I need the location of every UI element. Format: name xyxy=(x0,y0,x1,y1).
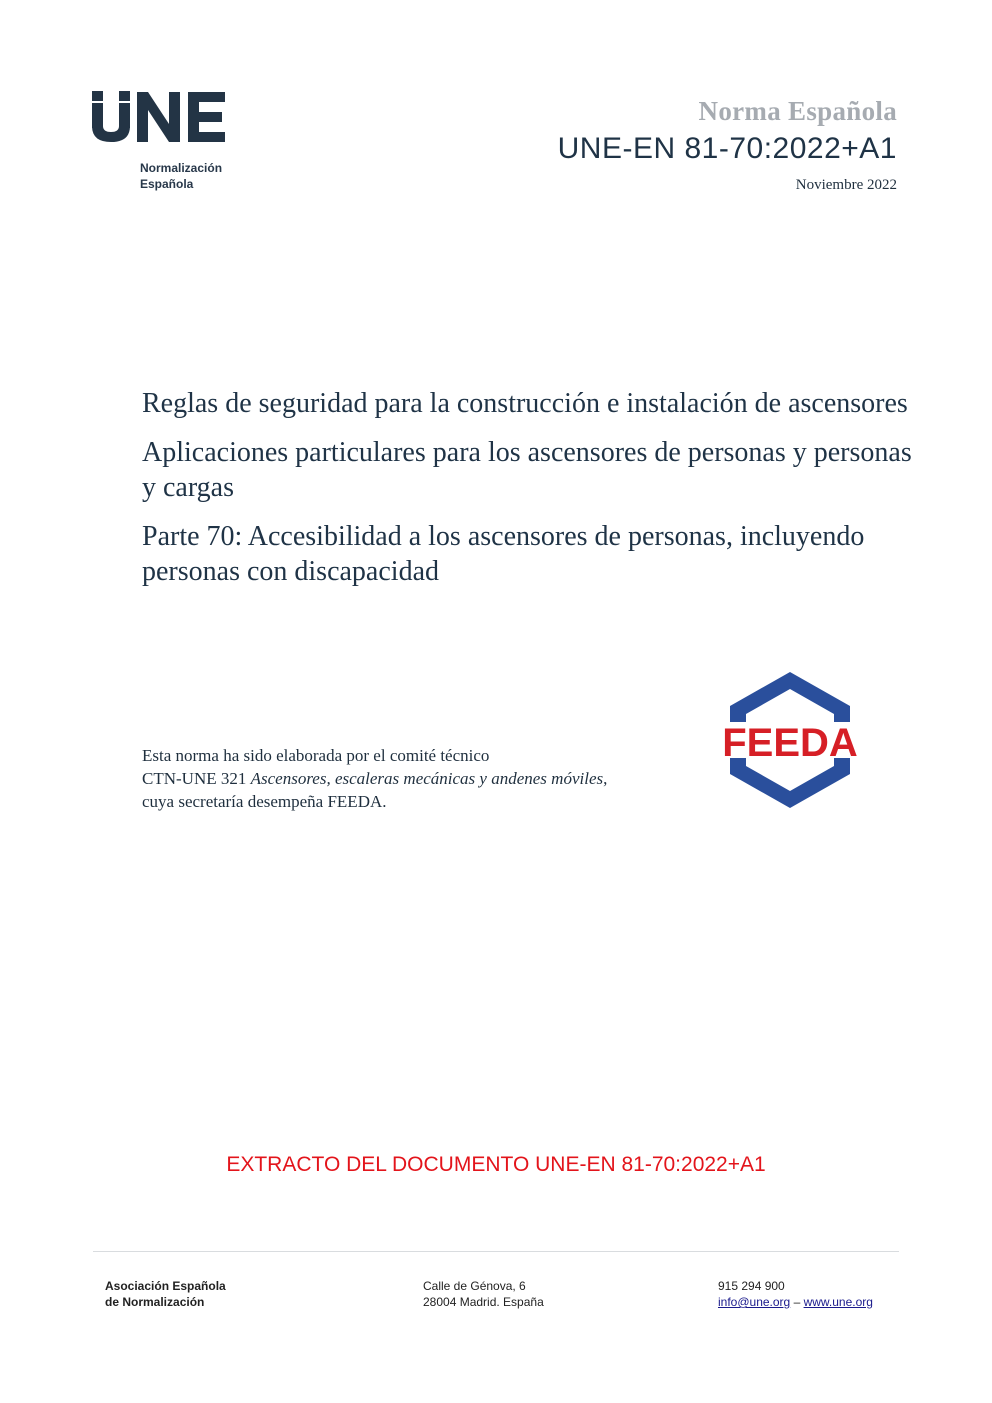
une-subtitle-line1: Normalización xyxy=(140,161,223,175)
une-logo-mark xyxy=(92,88,232,148)
footer-address xyxy=(423,1278,544,1310)
footer-phone: 915 294 900 xyxy=(718,1279,785,1293)
title-part: Parte 70: Accesibilidad a los ascensores de personas, incluyendo personas con discapacidad xyxy=(142,521,865,587)
extract-banner: EXTRACTO DEL DOCUMENTO UNE-EN 81-70:2022+A1 xyxy=(226,1153,766,1176)
committee-code: CTN-UNE 321 xyxy=(142,769,247,788)
document-titles xyxy=(142,386,912,603)
une-logo xyxy=(92,88,252,198)
feeda-logo-text: FEEDA xyxy=(722,721,858,765)
feeda-logo xyxy=(722,670,858,810)
committee-name: Ascensores, escaleras mecánicas y andenes móviles xyxy=(250,769,604,788)
committee-tail: , cuya secretaría desempeña FEEDA. xyxy=(142,769,608,811)
website-link[interactable]: www.une.org xyxy=(803,1295,873,1309)
footer-divider xyxy=(93,1251,899,1252)
footer-org-line2: de Normalización xyxy=(105,1295,205,1309)
footer-address-line1: Calle de Génova, 6 xyxy=(423,1279,526,1293)
une-subtitle xyxy=(140,160,222,192)
norma-date: Noviembre 2022 xyxy=(795,177,897,193)
footer-address-line2: 28004 Madrid. España xyxy=(423,1295,544,1309)
norma-label: Norma Española xyxy=(698,96,897,126)
footer-link-separator: – xyxy=(790,1295,804,1309)
footer-org-line1: Asociación Española xyxy=(105,1279,226,1293)
committee-text xyxy=(142,744,642,813)
email-link[interactable]: info@une.org xyxy=(718,1295,791,1309)
footer-contact xyxy=(718,1278,873,1310)
title-main: Reglas de seguridad para la construcción e instalación de ascensores xyxy=(142,388,908,419)
norma-code: UNE-EN 81-70:2022+A1 xyxy=(557,132,897,165)
committee-intro: Esta norma ha sido elaborada por el comité técnico xyxy=(142,746,490,765)
footer-links xyxy=(718,1294,873,1310)
footer-organization xyxy=(105,1278,226,1310)
title-subtitle: Aplicaciones particulares para los ascensores de personas y personas y cargas xyxy=(142,437,912,503)
une-subtitle-line2: Española xyxy=(140,177,194,191)
feeda-hexagon-icon xyxy=(722,670,858,810)
